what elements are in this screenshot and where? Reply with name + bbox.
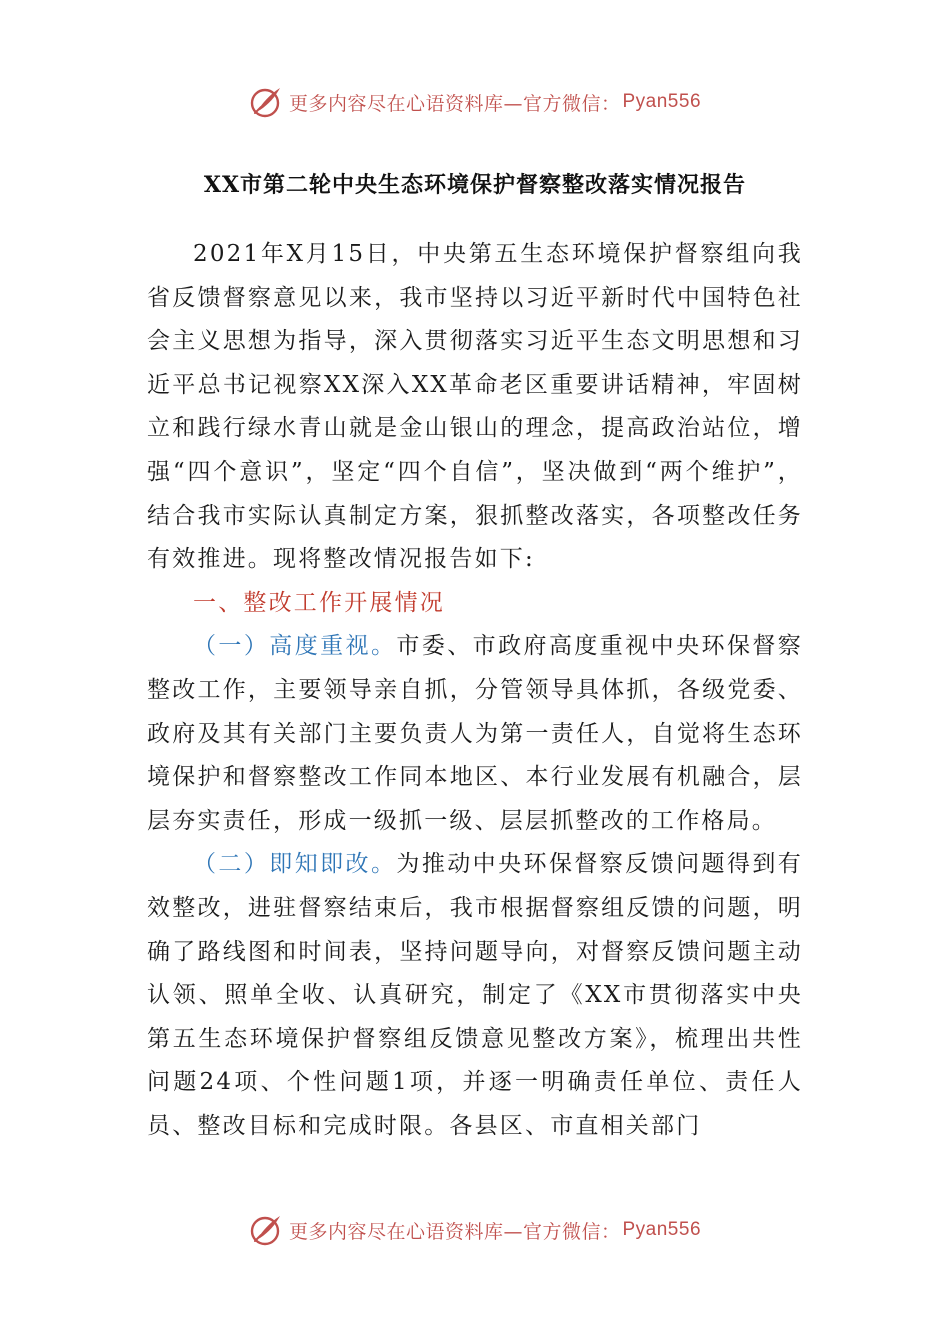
- watermark-wechat-id: Pyan556: [622, 91, 702, 112]
- watermark-wechat-id: Pyan556: [622, 1219, 702, 1240]
- section-heading-1: 一、整改工作开展情况: [193, 589, 445, 616]
- watermark-text: 更多内容尽在心语资料库—官方微信：: [288, 1220, 621, 1243]
- subsection-body-1: 市委、市政府高度重视中央环保督察整改工作，主要领导亲自抓，分管领导具体抓，各级党委、政府及其有关部门主要负责人为第一责任人，自觉将生态环境保护和督察整改工作同本地区、本行业发展有机融合，层层夯实责任，形成一级抓一级、层层抓整改的工作格局。: [147, 633, 803, 834]
- subsection-heading-1: （一）高度重视。: [193, 633, 397, 660]
- document-title: XX市第二轮中央生态环境保护督察整改落实情况报告: [203, 172, 747, 198]
- watermark-bottom: [0, 1210, 950, 1250]
- subsection-paragraph-2: [147, 843, 803, 1148]
- watermark-top: [0, 82, 950, 122]
- subsection-body-2: 为推动中央环保督察反馈问题得到有效整改，进驻督察结束后，我市根据督察组反馈的问题，明确了路线图和时间表，坚持问题导向，对督察反馈问题主动认领、照单全收、认真研究，制定了《XX市贯彻落实中央第五生态环境保护督察组反馈意见整改方案》，梳理出共性问题24项、个性问题1项，并逐一明确责任单位、责任人员、整改目标和完成时限。各县区、市直相关部门: [147, 851, 803, 1139]
- quill-logo-icon: [249, 1213, 283, 1247]
- subsection-paragraph-1: [147, 625, 803, 843]
- subsection-heading-2: （二）即知即改。: [193, 851, 397, 878]
- watermark-text: 更多内容尽在心语资料库—官方微信：: [288, 92, 621, 115]
- document-body: [147, 233, 803, 1148]
- intro-paragraph: 2021年X月15日，中央第五生态环境保护督察组向我省反馈督察意见以来，我市坚持以习近平新时代中国特色社会主义思想为指导，深入贯彻落实习近平生态文明思想和习近平总书记视察XX深入XX革命老区重要讲话精神，牢固树立和践行绿水青山就是金山银山的理念，提高政治站位，增强“四个意识”，坚定“四个自信”，坚决做到“两个维护”，结合我市实际认真制定方案，狠抓整改落实，各项整改任务有效推进。现将整改情况报告如下:: [147, 241, 803, 573]
- quill-logo-icon: [249, 85, 283, 119]
